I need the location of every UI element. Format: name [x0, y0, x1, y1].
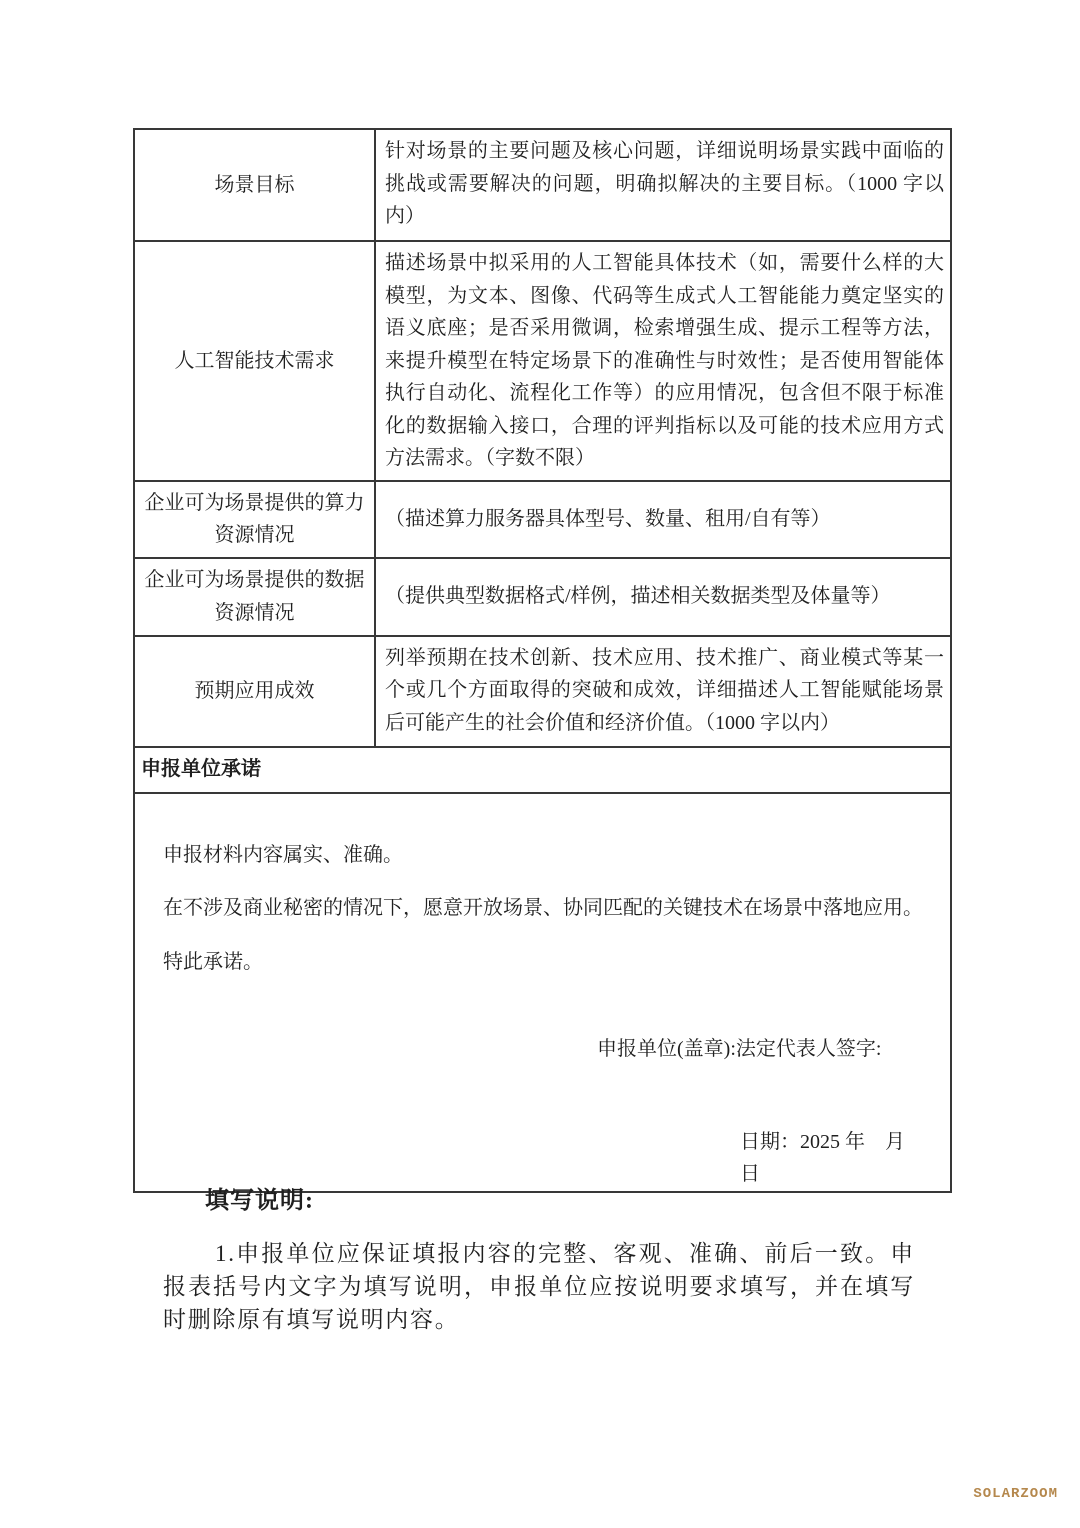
row-label-data-resources: 企业可为场景提供的数据资源情况: [134, 558, 375, 636]
row-content-expected-results: 列举预期在技术创新、技术应用、技术推广、商业模式等某一个或几个方面取得的突破和成效，详细描述人工智能赋能场景后可能产生的社会价值和经济价值。（1000 字以内）: [375, 636, 951, 747]
row-label-ai-tech-demand: 人工智能技术需求: [134, 241, 375, 481]
commitment-paragraph: 特此承诺。: [163, 950, 263, 973]
instructions-item: 1.申报单位应保证填报内容的完整、客观、准确、前后一致。申报表括号内文字为填写说明，申报单位应按说明要求填写，并在填写时删除原有填写说明内容。: [163, 1241, 915, 1332]
row-content-scene-goal: 针对场景的主要问题及核心问题，详细说明场景实践中面临的挑战或需要解决的问题，明确拟解决的主要目标。（1000 字以内）: [375, 129, 951, 241]
row-content-data-resources: （提供典型数据格式/样例，描述相关数据类型及体量等）: [375, 558, 951, 636]
filling-instructions-section: [163, 1180, 915, 1336]
instructions-title: 填写说明:: [205, 1188, 314, 1214]
table-row: [134, 636, 951, 747]
row-label-scene-goal: 场景目标: [134, 129, 375, 241]
table-row-commitment-body: [134, 793, 951, 1192]
row-label-compute-resources: 企业可为场景提供的算力资源情况: [134, 481, 375, 558]
commitment-body: [134, 793, 951, 1192]
table-row: [134, 481, 951, 558]
row-content-compute-resources: （描述算力服务器具体型号、数量、租用/自有等）: [375, 481, 951, 558]
table-row-commitment-header: [134, 747, 951, 793]
commitment-paragraph: 在不涉及商业秘密的情况下，愿意开放场景、协同匹配的关键技术在场景中落地应用。: [163, 897, 923, 919]
row-content-ai-tech-demand: 描述场景中拟采用的人工智能具体技术（如，需要什么样的大模型，为文本、图像、代码等生成式人工智能能力奠定坚实的语义底座；是否采用微调，检索增强生成、提示工程等方法，来提升模型在特定场景下的准确性与时效性；是否使用智能体执行自动化、流程化工作等）的应用情况，包含但不限于标准化的数据输入接口，合理的评判指标以及可能的技术应用方式方法需求。（字数不限）: [375, 241, 951, 481]
row-label-expected-results: 预期应用成效: [134, 636, 375, 747]
signature-line: 申报单位(盖章):法定代表人签字:: [597, 1038, 882, 1060]
date-line: 日期：2025 年 月 日: [740, 1130, 925, 1185]
application-form-table: [133, 128, 952, 1193]
commitment-paragraph: 申报材料内容属实、准确。: [163, 843, 403, 866]
table-row: [134, 129, 951, 241]
commitment-header: 申报单位承诺: [134, 747, 951, 793]
table-row: [134, 241, 951, 481]
solarzoom-watermark: SOLARZOOM: [973, 1486, 1058, 1502]
table-row: [134, 558, 951, 636]
